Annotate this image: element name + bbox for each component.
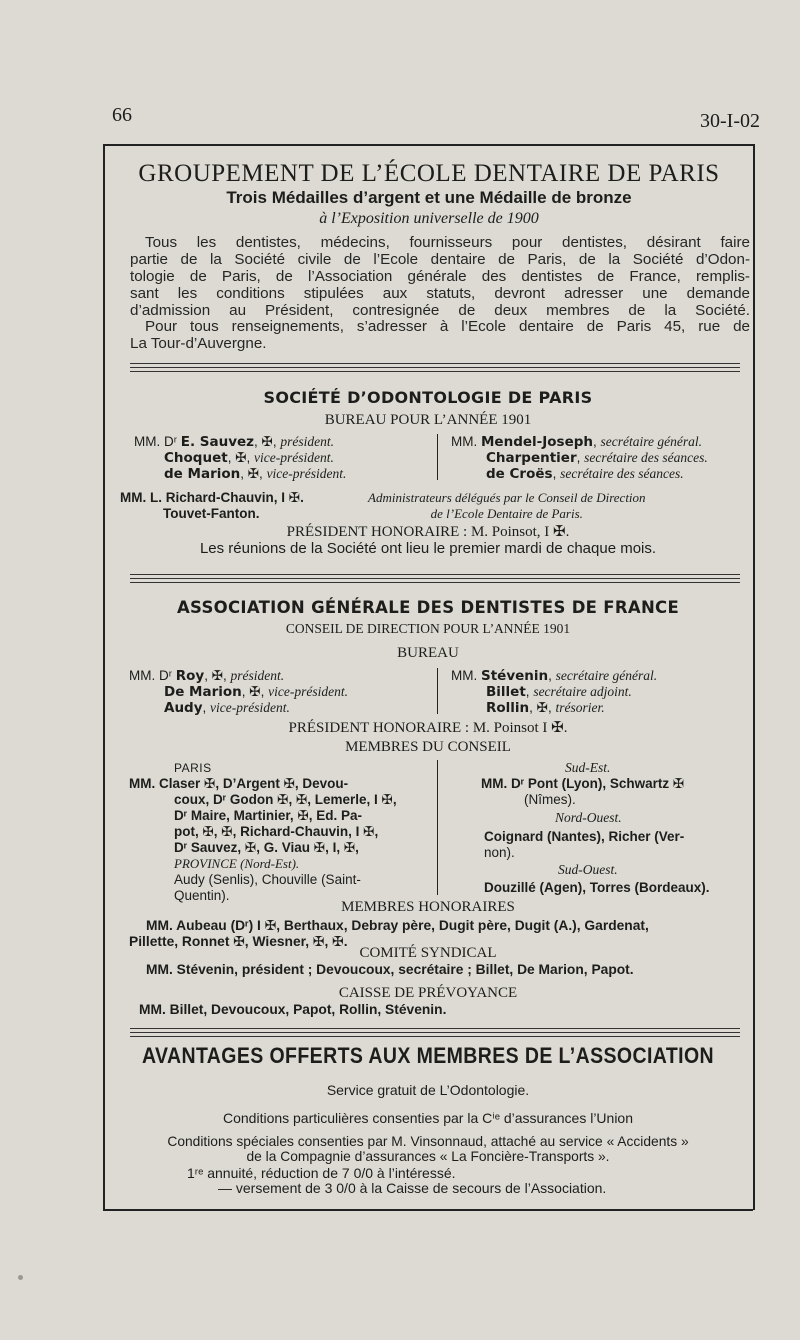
paris-label: PARIS (174, 761, 212, 775)
column-separator (437, 434, 438, 480)
association-conseil: CONSEIL DE DIRECTION POUR L’ANNÉE 1901 (285, 621, 571, 636)
list-item (451, 684, 657, 700)
groupement-line: partie de la Société civile de l’Ecole dentaire de Paris, de la Société d’Odon- (130, 251, 750, 268)
groupement-line: Pour tous renseignements, s’adresser à l’Ecole dentaire de Paris 45, rue de (145, 318, 750, 335)
page-date: 30-I-02 (700, 110, 760, 132)
separator: , (593, 434, 601, 449)
distinction: , ✠, (529, 700, 556, 715)
divider (130, 371, 740, 372)
association-bureau-left (129, 668, 348, 716)
list-item: Dʳ Maire, Martinier, ✠, Ed. Pa- (174, 808, 363, 823)
groupement-subtitle2: à l’Exposition universelle de 1900 (319, 210, 539, 227)
separator: , (576, 450, 585, 465)
note-line: Administrateurs délégués par le Conseil de Direction (368, 490, 646, 505)
list-item (451, 700, 657, 716)
list-item (129, 684, 348, 700)
bottom-rule (103, 1209, 753, 1211)
role: secrétaire des séances. (584, 450, 708, 465)
list-item: pot, ✠, ✠, Richard-Chauvin, I ✠, (174, 824, 379, 839)
avantages-service: Service gratuit de L’Odontologie. (326, 1082, 530, 1098)
distinction: , ✠, (204, 668, 231, 683)
role: vice-président. (268, 684, 348, 699)
sud-est-label: Sud-Est. (565, 760, 611, 775)
groupement-line: tologie de Paris, de l’Association générale des dentistes de France, remplis- (130, 268, 750, 285)
list-item: Dʳ Sauvez, ✠, G. Viau ✠, I, ✠, (174, 840, 359, 855)
groupement-line: La Tour-d’Auvergne. (130, 335, 267, 352)
sud-ouest-members (484, 880, 710, 896)
list-item: coux, Dʳ Godon ✠, ✠, Lemerle, I ✠, (174, 792, 397, 807)
member-name: Choquet (164, 450, 228, 466)
role: secrétaire adjoint. (533, 684, 632, 699)
sud-ouest-label: Sud-Ouest. (558, 862, 618, 877)
societe-title: SOCIÉTÉ D’ODONTOLOGIE DE PARIS (263, 388, 593, 407)
separator: , (552, 466, 561, 481)
caisse-heading: CAISSE DE PRÉVOYANCE (338, 985, 518, 1001)
separator: , (525, 684, 534, 699)
avantages-annuite1: 1ʳᵉ annuité, réduction de 7 0/0 à l’intéressé. (187, 1165, 456, 1181)
list-item: Douzillé (Agen), Torres (Bordeaux). (484, 880, 710, 895)
membres-conseil-heading: MEMBRES DU CONSEIL (345, 739, 511, 755)
divider (130, 582, 740, 583)
groupement-subtitle: Trois Médailles d’argent et une Médaille de bronze (226, 188, 632, 207)
member-name: Charpentier (486, 450, 577, 466)
list-item: MM. Aubeau (Dʳ) I ✠, Berthaux, Debray père, Dugit père, Dugit (A.), Gardenat, (146, 918, 649, 933)
nord-ouest-members (484, 829, 684, 861)
role: secrétaire général. (600, 434, 702, 449)
list-item (129, 700, 348, 716)
avantages-conditions1: Conditions particulières consenties par la Cⁱᵉ d’assurances l’Union (222, 1110, 634, 1126)
groupement-line: d’admission au Président, contresignée de deux membres de la Société. (130, 302, 750, 319)
prefix: MM. Dʳ (129, 668, 176, 683)
societe-reunions: Les réunions de la Société ont lieu le premier mardi de chaque mois. (199, 540, 657, 557)
page-number: 66 (112, 104, 132, 126)
societe-bureau-right (451, 434, 708, 482)
separator: , (548, 668, 556, 683)
member-name: E. Sauvez (180, 434, 255, 450)
list-item: Pillette, Ronnet ✠, Wiesner, ✠, ✠. (129, 934, 348, 949)
prefix: MM. Dʳ (134, 434, 181, 449)
divider (130, 1028, 740, 1029)
prefix: MM. (451, 434, 481, 449)
divider (130, 1036, 740, 1037)
distinction: , ✠, (241, 684, 269, 699)
list-item (451, 450, 708, 466)
list-item: Coignard (Nantes), Richer (Ver- (484, 829, 685, 844)
sud-est-members (481, 776, 684, 808)
role: vice-président. (254, 450, 334, 465)
divider (130, 578, 740, 579)
member-name: Mendel-Joseph (481, 434, 594, 450)
association-president: PRÉSIDENT HONORAIRE : M. Poinsot I ✠. (288, 720, 568, 736)
member-name: de Croës (486, 466, 553, 482)
societe-admin-note (368, 490, 646, 522)
column-separator (437, 668, 438, 714)
divider (130, 574, 740, 575)
association-title: ASSOCIATION GÉNÉRALE DES DENTISTES DE FRANCE (176, 598, 680, 617)
societe-bureau-left (134, 434, 346, 482)
separator: , (202, 700, 211, 715)
top-rule (103, 144, 753, 146)
list-item (451, 434, 708, 450)
avantages-annuite2: — versement de 3 0/0 à la Caisse de secours de l’Association. (218, 1180, 607, 1196)
list-item (134, 434, 346, 450)
distinction: , ✠, (227, 450, 255, 465)
role: vice-président. (210, 700, 290, 715)
distinction: , ✠, (254, 434, 281, 449)
list-item (129, 668, 348, 684)
role: secrétaire général. (555, 668, 658, 683)
groupement-line: sant les conditions stipulées aux statuts, devront adresser une demande (130, 285, 750, 302)
comite-heading: COMITÉ SYNDICAL (359, 945, 497, 961)
association-bureau-right (451, 668, 657, 716)
column-separator (437, 760, 438, 895)
member-name: De Marion (164, 684, 242, 700)
role: trésorier. (555, 700, 605, 715)
member-name: Rollin (486, 700, 530, 716)
societe-admin-names (120, 490, 304, 522)
association-bureau: BUREAU (397, 645, 459, 661)
role: vice-président. (266, 466, 347, 481)
membres-honoraires-heading: MEMBRES HONORAIRES (341, 899, 515, 915)
province-label: PROVINCE (Nord-Est). (174, 856, 300, 871)
caisse-members: MM. Billet, Devoucoux, Papot, Rollin, Stévenin. (139, 1002, 447, 1017)
list-item: non). (484, 845, 515, 860)
role: président. (280, 434, 334, 449)
note-line: de l’Ecole Dentaire de Paris. (430, 506, 583, 521)
groupement-line: Tous les dentistes, médecins, fournisseurs pour dentistes, désirant faire (145, 234, 750, 251)
distinction: , ✠, (240, 466, 267, 481)
role: secrétaire des séances. (560, 466, 684, 481)
list-item: Touvet-Fanton. (163, 506, 260, 521)
paper-spot (18, 1275, 23, 1280)
list-item: Audy (Senlis), Chouville (Saint- (174, 872, 361, 887)
avantages-conditions2-line2: de la Compagnie d’assurances « La Foncière-Transports ». (246, 1149, 610, 1164)
member-name: Billet (486, 684, 526, 700)
list-item: MM. L. Richard-Chauvin, I ✠. (120, 490, 304, 505)
list-item: (Nîmes). (524, 792, 576, 807)
prefix: MM. (451, 668, 481, 683)
avantages-title: AVANTAGES OFFERTS AUX MEMBRES DE L’ASSOCIATION (141, 1043, 714, 1069)
member-name: de Marion (164, 466, 241, 482)
groupement-title: GROUPEMENT DE L’ÉCOLE DENTAIRE DE PARIS (138, 160, 720, 187)
member-name: Stévenin (481, 668, 549, 684)
avantages-conditions2-line1: Conditions spéciales consenties par M. Vinsonnaud, attaché au service « Accidents » (167, 1134, 689, 1149)
list-item (134, 450, 346, 466)
list-item (134, 466, 346, 482)
comite-members: MM. Stévenin, président ; Devoucoux, secrétaire ; Billet, De Marion, Papot. (146, 962, 634, 977)
member-name: Audy (164, 700, 203, 716)
list-item (451, 668, 657, 684)
divider (130, 1032, 740, 1033)
role: président. (230, 668, 285, 683)
paris-members (129, 776, 397, 856)
divider (130, 363, 740, 364)
list-item: MM. Dʳ Pont (Lyon), Schwartz ✠ (481, 776, 685, 791)
list-item (451, 466, 708, 482)
list-item: Quentin). (174, 888, 230, 903)
nord-ouest-label: Nord-Ouest. (555, 810, 622, 825)
divider (130, 367, 740, 368)
list-item: MM. Claser ✠, D’Argent ✠, Devou- (129, 776, 349, 791)
societe-bureau: BUREAU POUR L’ANNÉE 1901 (324, 412, 532, 428)
societe-president: PRÉSIDENT HONORAIRE : M. Poinsot, I ✠. (286, 524, 570, 540)
member-name: Roy (175, 668, 205, 684)
